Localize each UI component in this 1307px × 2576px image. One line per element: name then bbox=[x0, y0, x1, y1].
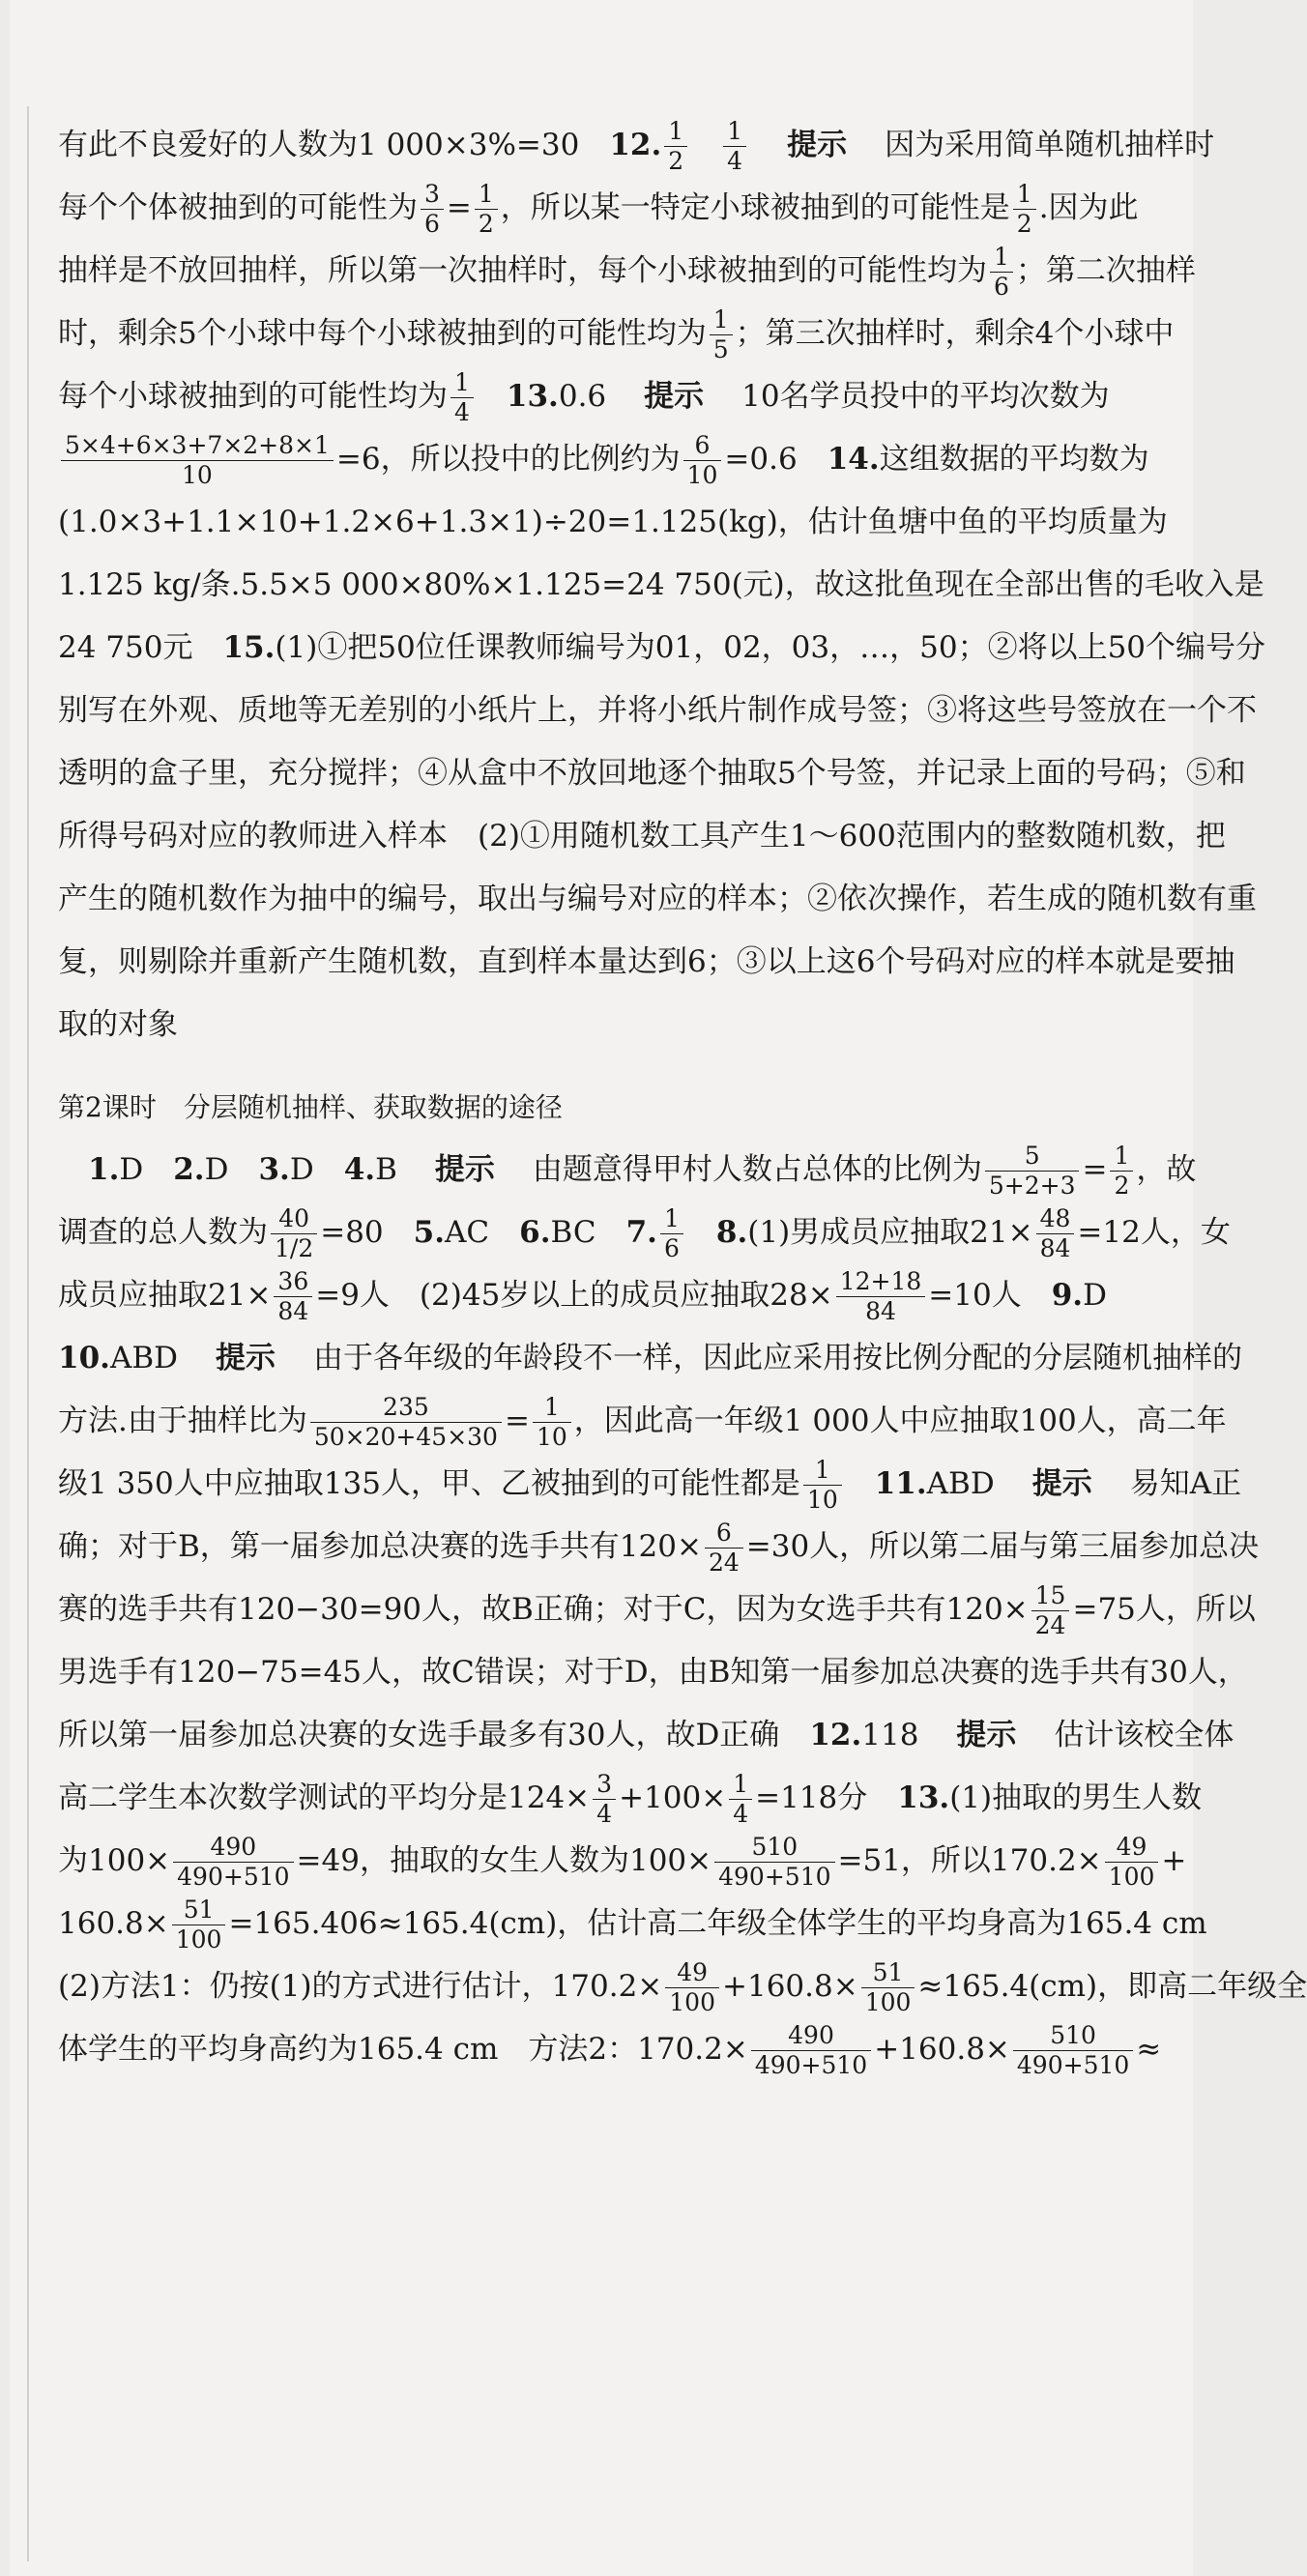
text-line bbox=[58, 240, 1196, 303]
text-line bbox=[58, 365, 1150, 428]
text-run: 这组数据的平均数为 bbox=[879, 442, 1149, 477]
text-line bbox=[58, 1578, 1256, 1641]
fraction-denominator: 84 bbox=[1039, 1234, 1071, 1262]
text-run: =12人，女 bbox=[1077, 1215, 1231, 1250]
text-run: =49，抽取的女生人数为100× bbox=[296, 1843, 712, 1878]
text-line bbox=[58, 554, 1264, 617]
hint-label: 提示 bbox=[644, 379, 705, 414]
fraction-numerator: 5 bbox=[985, 1142, 1080, 1172]
section-heading bbox=[58, 1076, 1150, 1139]
fraction-denominator: 84 bbox=[865, 1297, 896, 1325]
text-run: (2)方法1：仍按(1)的方式进行估计，170.2× bbox=[58, 1969, 663, 2004]
text-line bbox=[58, 680, 1257, 742]
text-run: 为100× bbox=[58, 1843, 171, 1878]
text-run: 透明的盒子里，充分搅拌；④从盒中不放回地逐个抽取5个号签，并记录上面的号码；⑤和 bbox=[58, 756, 1246, 791]
text-line bbox=[58, 1139, 1197, 1201]
fraction bbox=[664, 117, 687, 176]
text-line bbox=[58, 2018, 1162, 2081]
text-line bbox=[58, 617, 1266, 680]
text-line bbox=[58, 805, 1226, 868]
fraction-numerator: 235 bbox=[310, 1393, 502, 1423]
fraction-numerator: 40 bbox=[271, 1204, 317, 1234]
text-run: (1)抽取的男生人数 bbox=[949, 1780, 1203, 1815]
text-line bbox=[58, 303, 1175, 365]
text-run: (1)男成员应抽取21× bbox=[747, 1215, 1033, 1250]
text-line bbox=[58, 1893, 1207, 1955]
fraction-numerator: 1 bbox=[475, 180, 498, 210]
hint-label: 提示 bbox=[787, 128, 848, 162]
document-page bbox=[10, 0, 1307, 2576]
text-run: D bbox=[1083, 1278, 1107, 1313]
text-run: .因为此 bbox=[1038, 190, 1139, 225]
question-number: 11. bbox=[874, 1466, 927, 1501]
text-run: (1)①把50位任课教师编号为01，02，03，…，50；②将以上50个编号分 bbox=[275, 630, 1266, 665]
hint-label: 提示 bbox=[434, 1152, 495, 1187]
text-run: +100× bbox=[619, 1780, 727, 1815]
text-run: 时，剩余5个小球中每个小球被抽到的可能性均为 bbox=[58, 316, 707, 351]
text-line bbox=[58, 1327, 1242, 1390]
hint-label: 提示 bbox=[956, 1718, 1017, 1752]
fraction-numerator: 1 bbox=[803, 1456, 842, 1486]
fraction bbox=[533, 1393, 571, 1452]
fraction bbox=[990, 243, 1013, 302]
question-number: 13. bbox=[897, 1780, 950, 1815]
fraction bbox=[475, 180, 498, 239]
fraction-numerator: 1 bbox=[1013, 180, 1036, 210]
fraction bbox=[660, 1204, 683, 1263]
fraction-denominator: 2 bbox=[1016, 210, 1032, 238]
text-run: 调查的总人数为 bbox=[58, 1215, 268, 1250]
fraction bbox=[683, 431, 722, 490]
fraction-numerator: 12+18 bbox=[836, 1267, 926, 1297]
text-run: ABD bbox=[109, 1341, 208, 1375]
fraction-denominator: 2 bbox=[478, 210, 494, 238]
text-run: D bbox=[289, 1152, 344, 1187]
text-run: = bbox=[446, 190, 472, 225]
fraction bbox=[836, 1267, 926, 1326]
fraction-numerator: 6 bbox=[705, 1519, 743, 1548]
text-run: ≈ bbox=[1136, 2032, 1162, 2067]
question-number: 3. bbox=[258, 1152, 290, 1187]
text-run bbox=[845, 1466, 875, 1501]
fraction-denominator: 4 bbox=[596, 1800, 613, 1828]
fraction-denominator: 4 bbox=[727, 147, 743, 175]
fraction bbox=[1036, 1204, 1075, 1263]
question-number: 12. bbox=[809, 1718, 862, 1752]
fraction-denominator: 4 bbox=[454, 398, 470, 426]
text-line bbox=[58, 1201, 1231, 1264]
fraction bbox=[310, 1393, 502, 1452]
text-run: 男选手有120−75=45人，故C错误；对于D，由B知第一届参加总决赛的选手共有30人， bbox=[58, 1655, 1248, 1690]
fraction-numerator: 49 bbox=[665, 1958, 719, 1988]
fraction-numerator: 48 bbox=[1036, 1204, 1075, 1234]
fraction-denominator: 4 bbox=[733, 1800, 749, 1828]
text-run: = bbox=[1082, 1152, 1108, 1187]
text-run: 所得号码对应的教师进入样本 (2)①用随机数工具产生1～600范围内的整数随机数，把 bbox=[58, 819, 1226, 854]
fraction-denominator: 6 bbox=[424, 210, 440, 238]
fraction bbox=[1031, 1581, 1070, 1640]
fraction-denominator: 490+510 bbox=[754, 2051, 868, 2079]
text-line bbox=[58, 1955, 1307, 2018]
fraction bbox=[751, 2021, 871, 2080]
fraction-denominator: 84 bbox=[277, 1297, 309, 1325]
text-run: =30人，所以第二届与第三届参加总决 bbox=[745, 1529, 1260, 1564]
fraction-numerator: 36 bbox=[274, 1267, 312, 1297]
fraction-denominator: 100 bbox=[175, 1925, 222, 1954]
text-run: +160.8× bbox=[874, 2032, 1010, 2067]
fraction-numerator: 510 bbox=[1013, 2021, 1133, 2051]
fraction-numerator: 1 bbox=[729, 1770, 752, 1800]
fraction-denominator: 50×20+45×30 bbox=[313, 1423, 498, 1451]
text-line bbox=[58, 1390, 1227, 1453]
text-run bbox=[749, 128, 779, 162]
text-run bbox=[690, 128, 720, 162]
hint-label: 提示 bbox=[215, 1341, 276, 1375]
text-line bbox=[58, 1453, 1242, 1516]
text-run: 成员应抽取21× bbox=[58, 1278, 272, 1313]
text-line bbox=[58, 177, 1150, 240]
text-run: ，因此高一年级1 000人中应抽取100人，高二年 bbox=[573, 1404, 1227, 1438]
text-run: +160.8× bbox=[722, 1969, 858, 2004]
fraction bbox=[271, 1204, 317, 1263]
text-run: BC bbox=[550, 1215, 626, 1250]
text-run: 每个个体被抽到的可能性为 bbox=[58, 190, 418, 225]
fraction bbox=[861, 1958, 915, 2017]
fraction-numerator: 51 bbox=[172, 1896, 226, 1925]
fraction-denominator: 24 bbox=[708, 1548, 740, 1577]
fraction-denominator: 100 bbox=[669, 1988, 715, 2016]
fraction-numerator: 1 bbox=[1110, 1142, 1133, 1172]
fraction-numerator: 49 bbox=[1105, 1833, 1159, 1863]
fraction bbox=[723, 117, 746, 176]
text-run: 有此不良爱好的人数为1 000×3%=30 bbox=[58, 128, 610, 162]
fraction-denominator: 10 bbox=[182, 461, 213, 489]
text-run: 复，则剔除并重新产生随机数，直到样本量达到6；③以上这6个号码对应的样本就是要抽 bbox=[58, 944, 1235, 979]
text-line bbox=[58, 491, 1168, 554]
text-line bbox=[58, 1830, 1187, 1893]
text-run: 1.125 kg/条.5.5×5 000×80%×1.125=24 750(元)，故这批鱼现在全部出售的毛收入是 bbox=[58, 567, 1264, 602]
fraction-denominator: 6 bbox=[994, 273, 1009, 301]
text-run: = bbox=[504, 1404, 530, 1438]
question-number: 9. bbox=[1051, 1278, 1084, 1313]
fraction-denominator: 6 bbox=[663, 1234, 680, 1262]
text-line bbox=[58, 994, 1150, 1056]
text-line bbox=[58, 428, 1150, 491]
fraction-numerator: 51 bbox=[861, 1958, 915, 1988]
text-run: 确；对于B，第一届参加总决赛的选手共有120× bbox=[58, 1529, 702, 1564]
text-run bbox=[686, 1215, 716, 1250]
text-run: 由于各年级的年龄段不一样，因此应采用按比例分配的分层随机抽样的 bbox=[282, 1341, 1242, 1375]
fraction-numerator: 510 bbox=[714, 1833, 834, 1863]
fraction-numerator: 15 bbox=[1031, 1581, 1070, 1611]
fraction-numerator: 1 bbox=[664, 117, 687, 147]
text-run: =118分 bbox=[755, 1780, 898, 1815]
fraction bbox=[593, 1770, 616, 1829]
text-run bbox=[58, 1152, 88, 1187]
fraction bbox=[665, 1958, 719, 2017]
text-run: 取的对象 bbox=[58, 1007, 178, 1042]
fraction bbox=[705, 1519, 743, 1577]
fraction-denominator: 490+510 bbox=[1016, 2051, 1130, 2079]
text-run: =165.406≈165.4(cm)，估计高二年级全体学生的平均身高为165.4 cm bbox=[228, 1906, 1207, 1941]
fraction bbox=[274, 1267, 312, 1326]
fraction-denominator: 2 bbox=[668, 147, 684, 175]
fraction bbox=[710, 305, 733, 364]
text-run: =9人 (2)45岁以上的成员应抽取28× bbox=[315, 1278, 833, 1313]
question-number: 7. bbox=[625, 1215, 657, 1250]
text-run: ，故 bbox=[1136, 1152, 1197, 1187]
fraction-numerator: 1 bbox=[450, 368, 474, 398]
text-line bbox=[58, 1516, 1260, 1578]
text-run: ≈165.4(cm)，即高二年级全 bbox=[917, 1969, 1307, 2004]
text-run: =80 bbox=[320, 1215, 414, 1250]
text-line bbox=[58, 114, 1215, 177]
fraction bbox=[985, 1142, 1080, 1201]
fraction-denominator: 24 bbox=[1034, 1611, 1066, 1639]
text-line bbox=[58, 742, 1246, 805]
fraction bbox=[1013, 180, 1036, 239]
text-run: =10人 bbox=[928, 1278, 1052, 1313]
fraction bbox=[1013, 2021, 1133, 2080]
fraction-denominator: 100 bbox=[1108, 1863, 1155, 1891]
text-run: 0.6 bbox=[558, 379, 637, 414]
text-run: 体学生的平均身高约为165.4 cm 方法2：170.2× bbox=[58, 2032, 748, 2067]
text-run: 第2课时 分层随机抽样、获取数据的途径 bbox=[58, 1091, 563, 1123]
text-run: 易知A正 bbox=[1099, 1466, 1242, 1501]
fraction-numerator: 1 bbox=[533, 1393, 571, 1423]
fraction-denominator: 10 bbox=[806, 1486, 838, 1514]
text-line bbox=[58, 1767, 1203, 1830]
question-number: 13. bbox=[506, 379, 559, 414]
fraction-numerator: 1 bbox=[710, 305, 733, 335]
question-number: 10. bbox=[58, 1341, 110, 1375]
text-run: 24 750元 bbox=[58, 630, 223, 665]
text-line bbox=[58, 1641, 1248, 1704]
fraction bbox=[61, 431, 334, 490]
fraction bbox=[714, 1833, 834, 1892]
fraction-numerator: 1 bbox=[723, 117, 746, 147]
text-run: =75人，所以 bbox=[1072, 1592, 1256, 1627]
question-number: 6. bbox=[519, 1215, 551, 1250]
fraction bbox=[803, 1456, 842, 1515]
fraction-numerator: 3 bbox=[593, 1770, 616, 1800]
text-run: 赛的选手共有120−30=90人，故B正确；对于C，因为女选手共有120× bbox=[58, 1592, 1029, 1627]
text-run bbox=[477, 379, 507, 414]
text-run: D bbox=[119, 1152, 174, 1187]
fraction-denominator: 490+510 bbox=[718, 1863, 831, 1891]
text-run: =0.6 bbox=[724, 442, 828, 477]
text-run: =51，所以170.2× bbox=[837, 1843, 1102, 1878]
text-line bbox=[58, 1264, 1150, 1327]
text-run: ；第三次抽样时，剩余4个小球中 bbox=[735, 316, 1175, 351]
fraction-denominator: 1/2 bbox=[275, 1234, 314, 1262]
question-number: 8. bbox=[715, 1215, 748, 1250]
text-run: 产生的随机数作为抽中的编号，取出与编号对应的样本；②依次操作，若生成的随机数有重 bbox=[58, 882, 1257, 916]
text-run: ABD bbox=[926, 1466, 1025, 1501]
text-run: 10名学员投中的平均次数为 bbox=[712, 379, 1110, 414]
text-run: AC bbox=[445, 1215, 520, 1250]
question-number: 12. bbox=[609, 128, 662, 162]
text-run: 每个小球被抽到的可能性均为 bbox=[58, 379, 448, 414]
left-margin-rule bbox=[27, 106, 29, 2562]
hint-label: 提示 bbox=[1031, 1466, 1092, 1501]
text-line bbox=[58, 931, 1235, 994]
text-run: 方法.由于抽样比为 bbox=[58, 1404, 307, 1438]
fraction bbox=[421, 180, 444, 239]
text-run: 160.8× bbox=[58, 1906, 169, 1941]
fraction bbox=[173, 1833, 293, 1892]
text-line bbox=[58, 868, 1257, 931]
text-run: 抽样是不放回抽样，所以第一次抽样时，每个小球被抽到的可能性均为 bbox=[58, 253, 987, 288]
text-run: ；第二次抽样 bbox=[1015, 253, 1196, 288]
fraction-numerator: 1 bbox=[990, 243, 1013, 273]
text-run: 所以第一届参加总决赛的女选手最多有30人，故D正确 bbox=[58, 1718, 810, 1752]
fraction-denominator: 100 bbox=[864, 1988, 912, 2016]
text-run: 高二学生本次数学测试的平均分是124× bbox=[58, 1780, 591, 1815]
fraction bbox=[1105, 1833, 1159, 1892]
text-run: 级1 350人中应抽取135人，甲、乙被抽到的可能性都是 bbox=[58, 1466, 800, 1501]
text-run: + bbox=[1161, 1843, 1187, 1878]
fraction-denominator: 5 bbox=[712, 335, 729, 363]
fraction-denominator: 2 bbox=[1114, 1172, 1130, 1200]
question-number: 14. bbox=[827, 442, 880, 477]
text-run: ，所以某一特定小球被抽到的可能性是 bbox=[500, 190, 1010, 225]
question-number: 2. bbox=[173, 1152, 205, 1187]
fraction bbox=[450, 368, 474, 427]
text-run: =6，所以投中的比例约为 bbox=[335, 442, 681, 477]
fraction-denominator: 5+2+3 bbox=[988, 1172, 1076, 1200]
fraction-numerator: 1 bbox=[660, 1204, 683, 1234]
fraction-denominator: 10 bbox=[686, 461, 718, 489]
question-number: 15. bbox=[222, 630, 276, 665]
text-run: (1.0×3+1.1×10+1.2×6+1.3×1)÷20=1.125(kg)，估计鱼塘中鱼的平均质量为 bbox=[58, 505, 1168, 539]
fraction bbox=[1110, 1142, 1133, 1201]
fraction-numerator: 490 bbox=[173, 1833, 293, 1863]
text-run: 估计该校全体 bbox=[1024, 1718, 1234, 1752]
answer-text-body bbox=[58, 114, 1307, 2081]
text-run: D bbox=[204, 1152, 259, 1187]
text-run: 由题意得甲村人数占总体的比例为 bbox=[502, 1152, 982, 1187]
text-run: 因为采用简单随机抽样时 bbox=[855, 128, 1215, 162]
text-run: 118 bbox=[861, 1718, 949, 1752]
fraction-numerator: 5×4+6×3+7×2+8×1 bbox=[61, 431, 334, 461]
fraction-numerator: 490 bbox=[751, 2021, 871, 2051]
fraction-denominator: 10 bbox=[536, 1423, 567, 1451]
question-number: 5. bbox=[413, 1215, 446, 1250]
fraction bbox=[729, 1770, 752, 1829]
fraction bbox=[172, 1896, 226, 1954]
text-run: B bbox=[375, 1152, 427, 1187]
question-number: 1. bbox=[88, 1152, 120, 1187]
question-number: 4. bbox=[343, 1152, 376, 1187]
text-line bbox=[58, 1704, 1234, 1767]
fraction-denominator: 490+510 bbox=[177, 1863, 290, 1891]
text-run: 别写在外观、质地等无差别的小纸片上，并将小纸片制作成号签；③将这些号签放在一个不 bbox=[58, 693, 1257, 728]
fraction-numerator: 6 bbox=[683, 431, 722, 461]
fraction-numerator: 3 bbox=[421, 180, 444, 210]
